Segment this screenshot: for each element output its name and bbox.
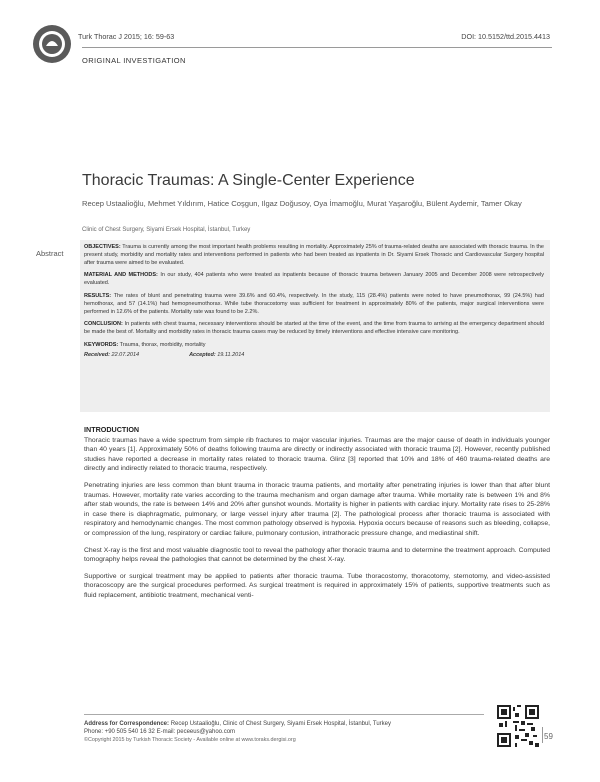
article-body	[84, 425, 550, 608]
abstract-results: RESULTS: The rates of blunt and penetrating trauma were 39.6% and 60.4%, respectively. In the study, 115 (28.4%) patients were noted to have pneumothorax, 99 (24.5%) had hemothorax, and 57 (14.1%) had hemopneumothorax. While tube thoracostomy was sufficient for treatment in approximately 80% of the patients, major surgical interventions were performed in 12.6% of the patients. Mortality rate was found to be 2.2%.	[84, 292, 544, 315]
body-paragraph: Chest X-ray is the first and most valuable diagnostic tool to reveal the pathology after thoracic trauma and to determine the treatment approach. Computed tomography helps reveal the pathologies that cannot be determined by the chest X-ray.	[84, 546, 550, 564]
abstract-label: Abstract	[36, 249, 64, 258]
abstract-conclusion: CONCLUSION: In patients with chest trauma, necessary interventions should be started at the time of the event, and the time from trauma to arriving at the emergency department should be made the best of. Mortality and morbidity rates in thoracic trauma cases may be reduced by timely interventions and effective intensive care monitoring.	[84, 321, 544, 336]
doi[interactable]: DOI: 10.5152/ttd.2015.4413	[461, 32, 550, 41]
correspondence-address: Address for Correspondence: Recep Ustaalioğlu, Clinic of Chest Surgery, Siyami Ersek Hospital, İstanbul, Turkey	[84, 721, 392, 727]
section-label: ORIGINAL INVESTIGATION	[82, 56, 186, 65]
journal-logo	[32, 24, 72, 64]
body-paragraph: Thoracic traumas have a wide spectrum from simple rib fractures to major vascular injuries. Traumas are the major cause of death in individuals younger than 40 years [1]. Approximately 50% of deaths following trauma are directly or indirectly associated with thoracic trauma [2]. However, recently published studies have reported a decrease in mortality rates related to thoracic trauma. Glinz [3] reported that 10% and 18% of 460 trauma-related deaths are directly and indirectly related to thoracic trauma, respectively.	[84, 436, 550, 473]
received-date: Received: 22.07.2014	[84, 351, 140, 358]
page-number: 59	[544, 732, 553, 741]
footer-divider	[84, 714, 484, 715]
correspondence-footer	[84, 720, 391, 745]
author-list: Recep Ustaalioğlu, Mehmet Yıldırım, Hatice Coşgun, Ilgaz Doğusoy, Oya İmamoğlu, Murat Yaşaroğlu, Bülent Aydemir, Tamer Okay	[82, 199, 522, 208]
article-title: Thoracic Traumas: A Single-Center Experience	[82, 172, 415, 189]
journal-citation: Turk Thorac J 2015; 16: 59-63	[78, 32, 175, 41]
accepted-date: Accepted: 19.11.2014	[189, 351, 245, 358]
abstract-content	[84, 244, 544, 360]
body-paragraph: Supportive or surgical treatment may be applied to patients after thoracic trauma. Tube thoracostomy, thoracotomy, sternotomy, and video-assisted thoracoscopy are the surgical procedures performed. As surgical treatment is required in approximately 15% of patients, supportive treatments such as fluid replacement, antibiotic treatment, mechanical venti-	[84, 572, 550, 599]
correspondence-contact[interactable]: Phone: +90 505 540 16 32 E-mail: peceeus@yahoo.com	[84, 729, 236, 736]
page-number-divider	[542, 727, 543, 743]
intro-heading: INTRODUCTION	[84, 425, 140, 434]
body-paragraph: Penetrating injuries are less common than blunt trauma in thoracic trauma patients, and mortality after penetrating injuries is lower than that after blunt traumas. However, mortality rate varies according to the trauma mechanism and organ damage after trauma. While mortality rate is between 1% and 8% after stab wounds, the rate is between 14% and 20% after gunshot wounds. Mortality is higher in patients with cardiac injury. Mortality rate rises to 25-28% in case there is diaphragmatic, pulmonary, or large vessel injury after trauma [2]. The pathological process after thoracic trauma is associated with respiratory and hemodynamic changes. The most common pathology observed is hypoxia. Hypoxia occurs because of reasons such as bleeding, collapse, or compression of the lung, respiratory or cardiac failure, pulmonary contusion, intrathoracic pressure change, and mediastinal shift.	[84, 481, 550, 537]
copyright: ©Copyright 2015 by Turkish Thoracic Society - Available online at www.toraks.dergisi.org	[84, 737, 296, 744]
affiliation: Clinic of Chest Surgery, Siyami Ersek Hospital, İstanbul, Turkey	[82, 227, 251, 233]
article-dates	[84, 352, 544, 360]
abstract-methods: MATERIAL AND METHODS: In our study, 404 patients who were treated as inpatients because of thoracic trauma between January 2005 and December 2008 were retrospectively evaluated.	[84, 272, 544, 287]
header-divider	[82, 47, 552, 48]
abstract-objectives: OBJECTIVES: Trauma is currently among the most important health problems resulting in mortality. Approximately 25% of trauma-related deaths are associated with thoracic trauma. In the present study, morbidity and mortality rates and interventions performed in patients who had been treated as inpatients in Dr. Siyami Ersek Thoracic and Cardiovascular Surgery hospital after trauma were aimed to be evaluated.	[84, 244, 544, 266]
qr-code-icon[interactable]	[497, 705, 539, 747]
keywords: KEYWORDS: Trauma, thorax, morbidity, mortality	[84, 341, 206, 348]
